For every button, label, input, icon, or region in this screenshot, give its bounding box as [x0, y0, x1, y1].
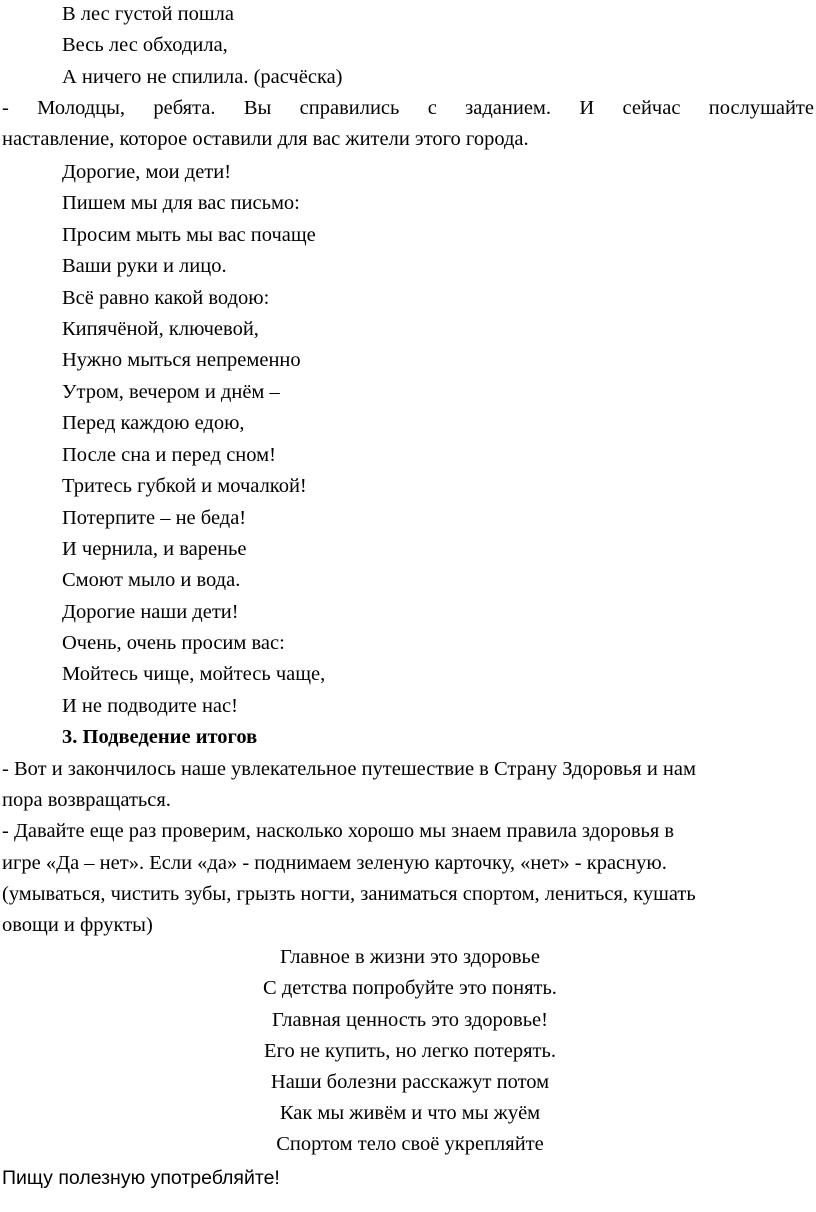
letter-poem-line: Пишем мы для вас письмо: [62, 192, 300, 214]
section-paragraph-line: игре «Да – нет». Если «да» - поднимаем зеленую карточку, «нет» - красную. [2, 852, 667, 874]
riddle-line-2: Весь лес обходила, [62, 34, 228, 56]
letter-poem-line: Перед каждою едою, [62, 412, 245, 434]
closing-poem-line: С детства попробуйте это понять. [263, 977, 557, 999]
letter-poem-line: Кипячёной, ключевой, [62, 318, 259, 340]
letter-poem-line: Потерпите – не беда! [62, 507, 247, 529]
letter-poem-line: После сна и перед сном! [62, 444, 276, 466]
letter-poem-line: И не подводите нас! [62, 695, 238, 717]
letter-poem-line: Дорогие, мои дети! [62, 161, 232, 183]
letter-poem-line: Тритесь губкой и мочалкой! [62, 475, 307, 497]
letter-poem-line: Всё равно какой водою: [62, 287, 270, 309]
riddle-line-1: В лес густой пошла [62, 3, 234, 25]
section-heading: 3. Подведение итогов [62, 726, 258, 748]
closing-poem-line: Как мы живём и что мы жуём [279, 1102, 541, 1124]
letter-poem-line: Очень, очень просим вас: [62, 632, 285, 654]
section-paragraph-line: (умываться, чистить зубы, грызть ногти, заниматься спортом, лениться, кушать [2, 883, 696, 905]
letter-poem-line: Нужно мыться непременно [62, 349, 301, 371]
letter-poem-line: Ваши руки и лицо. [62, 255, 227, 277]
praise-line-2: наставление, которое оставили для вас жители этого города. [2, 128, 529, 150]
section-paragraph-line: овощи и фрукты) [2, 914, 153, 936]
praise-line-1: - Молодцы, ребята. Вы справились с заданием. И сейчас послушайте [2, 97, 814, 119]
closing-poem-line: Главное в жизни это здоровье [279, 946, 540, 968]
riddle-line-3: А ничего не спилила. (расчёска) [62, 66, 343, 88]
letter-poem-line: Мойтесь чище, мойтесь чаще, [62, 663, 326, 685]
closing-poem-line: Главная ценность это здоровье! [272, 1009, 548, 1031]
letter-poem-line: Смоют мыло и вода. [62, 569, 241, 591]
closing-poem-line: Спортом тело своё укрепляйте [276, 1133, 544, 1155]
closing-poem-line: Его не купить, но легко потерять. [264, 1040, 556, 1062]
letter-poem-line: Утром, вечером и днём – [62, 381, 280, 403]
closing-poem-last-line: Пищу полезную употребляйте! [2, 1167, 280, 1189]
closing-poem-line: Наши болезни расскажут потом [270, 1071, 550, 1093]
letter-poem-line: И чернила, и варенье [62, 538, 247, 560]
section-paragraph-line: - Вот и закончилось наше увлекательное путешествие в Страну Здоровья и нам [2, 758, 696, 780]
section-paragraph-line: пора возвращаться. [2, 789, 171, 811]
section-paragraph-line: - Давайте еще раз проверим, насколько хорошо мы знаем правила здоровья в [2, 820, 675, 842]
letter-poem-line: Просим мыть мы вас почаще [62, 224, 316, 246]
letter-poem-line: Дорогие наши дети! [62, 601, 239, 623]
